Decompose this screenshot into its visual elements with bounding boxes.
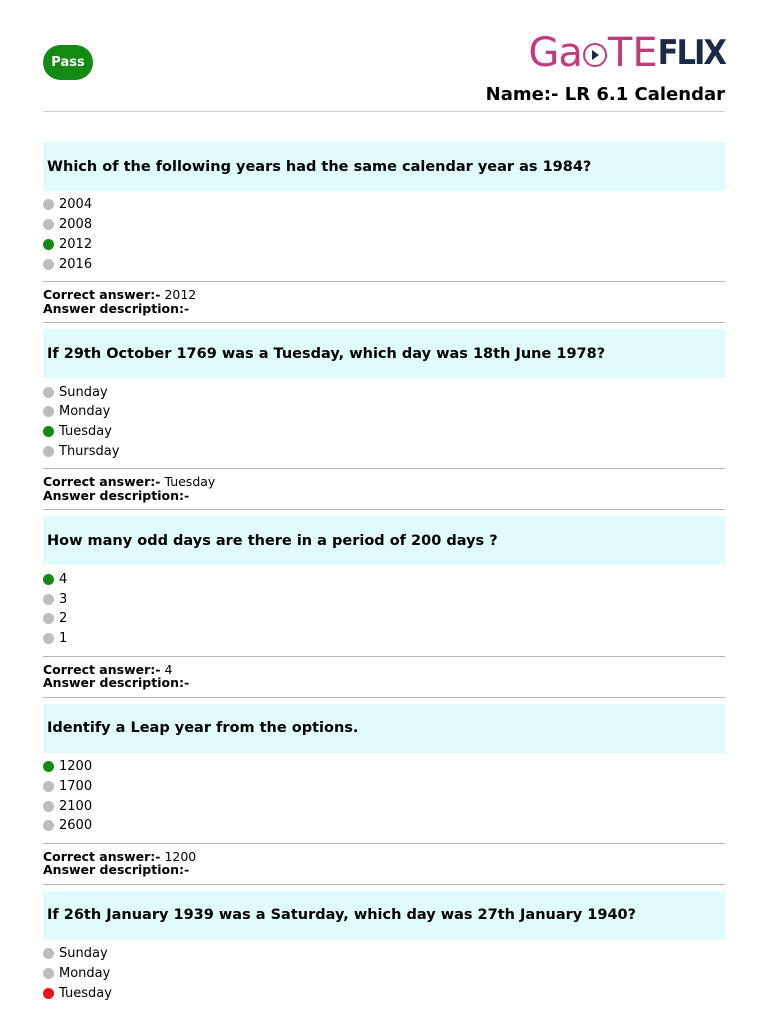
option-label: Tuesday [59,424,112,440]
page-title: Name:- LR 6.1 Calendar [485,84,725,105]
option-indicator-icon [43,613,54,624]
answer-section [43,468,725,510]
option-label: 3 [59,591,68,607]
answer-description-label: Answer description:- [43,487,190,503]
option-item [43,589,725,609]
option-item [43,215,725,235]
question-block [43,704,725,885]
option-indicator-icon [43,801,54,812]
option-indicator-icon [43,820,54,831]
status-badge: Pass [43,45,93,80]
option-indicator-icon [43,594,54,605]
wrong-option-indicator-icon [43,988,54,999]
gateflix-logo: Ga TE FLIX [528,30,725,76]
divider [43,111,725,112]
option-indicator-icon [43,406,54,417]
answer-section [43,656,725,698]
option-item [43,983,725,1003]
answer-description-line [43,676,725,690]
question-text: Which of the following years had the same calendar year as 1984? [43,142,725,191]
question-text: Identify a Leap year from the options. [43,704,725,753]
option-label: 2600 [59,818,93,834]
option-label: 4 [59,571,68,587]
correct-answer-label: Correct answer:- [43,661,161,677]
option-indicator-icon [43,948,54,959]
correct-answer-label: Correct answer:- [43,474,161,490]
answer-description-label: Answer description:- [43,675,190,691]
option-indicator-icon [43,199,54,210]
option-label: Sunday [59,384,108,400]
option-item [43,609,725,629]
option-item [43,382,725,402]
correct-option-indicator-icon [43,574,54,585]
option-indicator-icon [43,219,54,230]
option-item [43,796,725,816]
option-label: Thursday [59,443,120,459]
option-item [43,757,725,777]
option-item [43,629,725,649]
correct-answer-value: Tuesday [164,474,216,490]
question-text: How many odd days are there in a period of 200 days ? [43,516,725,565]
option-indicator-icon [43,781,54,792]
question-text: If 26th January 1939 was a Saturday, which day was 27th January 1940? [43,891,725,940]
option-label: 2004 [59,197,93,213]
option-label: Tuesday [59,985,112,1001]
answer-description-label: Answer description:- [43,862,190,878]
options-list [43,378,725,461]
option-indicator-icon [43,387,54,398]
answer-description-label: Answer description:- [43,300,190,316]
answer-section [43,843,725,885]
option-item [43,816,725,836]
option-item [43,442,725,462]
option-label: Monday [59,965,111,981]
option-item [43,402,725,422]
question-block [43,142,725,323]
option-item [43,235,725,255]
option-label: 1200 [59,758,93,774]
question-block [43,516,725,697]
question-text: If 29th October 1769 was a Tuesday, which day was 18th June 1978? [43,329,725,378]
correct-answer-label: Correct answer:- [43,848,161,864]
option-label: Sunday [59,946,108,962]
correct-answer-label: Correct answer:- [43,287,161,303]
correct-option-indicator-icon [43,426,54,437]
options-list [43,753,725,836]
correct-option-indicator-icon [43,761,54,772]
option-indicator-icon [43,259,54,270]
option-label: 2012 [59,236,93,252]
answer-description-line [43,302,725,316]
option-label: Monday [59,404,111,420]
correct-answer-line [43,850,725,864]
option-item [43,776,725,796]
option-label: 2016 [59,256,93,272]
option-item [43,569,725,589]
option-indicator-icon [43,446,54,457]
correct-answer-value: 4 [164,661,173,677]
option-item [43,195,725,215]
options-list [43,191,725,274]
play-icon [583,43,607,67]
correct-option-indicator-icon [43,239,54,250]
option-item [43,422,725,442]
option-indicator-icon [43,633,54,644]
correct-answer-value: 1200 [164,848,197,864]
correct-answer-value: 2012 [164,287,197,303]
correct-answer-line [43,475,725,489]
question-block [43,891,725,1003]
option-item [43,964,725,984]
correct-answer-line [43,663,725,677]
option-label: 1700 [59,778,93,794]
answer-section [43,281,725,323]
questions-list [43,142,725,1009]
options-list [43,940,725,1003]
answer-description-line [43,863,725,877]
option-label: 1 [59,631,68,647]
option-item [43,254,725,274]
option-label: 2 [59,611,68,627]
option-label: 2008 [59,217,93,233]
option-item [43,944,725,964]
options-list [43,565,725,648]
question-block [43,329,725,510]
correct-answer-line [43,288,725,302]
option-label: 2100 [59,798,93,814]
answer-description-line [43,489,725,503]
option-indicator-icon [43,968,54,979]
